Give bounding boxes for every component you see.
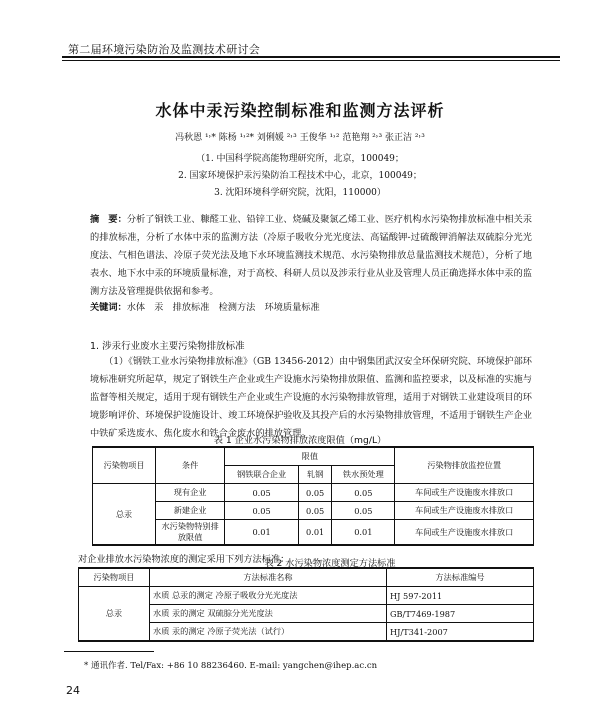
table-2 xyxy=(78,567,534,642)
affiliation-2: 2. 国家环境保护汞污染防治工程技术中心，北京，100049； xyxy=(178,171,422,181)
t2-method-code: GB/T7469-1987 xyxy=(387,605,534,623)
table-row xyxy=(93,484,534,502)
t1-value: 0.05 xyxy=(332,502,395,520)
abstract xyxy=(90,211,532,301)
page-number: 24 xyxy=(66,684,80,697)
t2-header-name: 方法标准名称 xyxy=(150,568,387,587)
affiliation-3: 3. 沈阳环境科学研究院，沈阳，110000） xyxy=(214,188,386,198)
t2-method-name: 水质 总汞的测定 冷原子吸收分光光度法 xyxy=(150,587,387,605)
affiliation-1: （1. 中国科学院高能物理研究所，北京，100049； xyxy=(196,154,404,164)
body-paragraph: （1）《钢铁工业水污染物排放标准》（GB 13456-2012）由中钢集团武汉安全环保研究院、环境保护部环境标准研究所起草，规定了钢铁生产企业或生产设施水污染物排放限值、监测和监控要求，以及标准的实施与监督等相关规定，适用于现有钢铁生产企业或生产设施的水污染物排放管理，适用于对钢铁工业建设项目的环境影响评价、环境保护设施设计、竣工环境保护验收及其投产后的水污染物排放管理，不适用于钢铁生产企业中铁矿采选废水、焦化废水和铁合金废水的排放管理。 xyxy=(90,356,532,439)
abstract-text: 分析了铜铁工业、糠醛工业、铅锌工业、烧碱及聚氯乙烯工业、医疗机构水污染物排放标准中相关汞的排放标准，分析了水体中汞的监测方法（冷原子吸收分光光度法、高锰酸钾-过硫酸钾消解法双硫腙分光光度法、气相色谱法、冷原子荧光法及地下水环境监测技术规范、水污染物排放总量监测技术规范），分析了地表水、地下水中汞的环境质量标准，对于高校、科研人员以及涉汞行业从业及管理人员正确选择水体中汞的监测方法及管理提供依据和参考。 xyxy=(90,214,533,297)
t1-value: 0.05 xyxy=(332,484,395,502)
t1-value: 0.05 xyxy=(225,484,299,502)
t2-item: 总汞 xyxy=(79,587,150,642)
t1-value: 0.05 xyxy=(225,502,299,520)
t1-header-item: 污染物项目 xyxy=(93,447,156,484)
t1-value: 0.05 xyxy=(299,502,332,520)
t1-header-limit: 限值 xyxy=(225,447,395,466)
keywords-label: 关键词： xyxy=(90,302,127,313)
t1-location: 车间或生产设施废水排放口 xyxy=(395,520,534,546)
t1-cond: 现有企业 xyxy=(156,484,225,502)
t1-cond: 水污染物特别排放限值 xyxy=(156,520,225,546)
t2-method-name: 水质 汞的测定 双硫腙分光光度法 xyxy=(150,605,387,623)
abstract-label: 摘 要： xyxy=(90,214,127,225)
running-header: 第二届环境污染防治及监测技术研讨会 xyxy=(68,43,261,56)
t1-value: 0.01 xyxy=(332,520,395,546)
t1-header-condition: 条件 xyxy=(156,447,225,484)
author-list: 冯秋恩 ¹˒* 陈杨 ¹˒²* 刘俐媛 ²˒³ 王俊华 ¹˒² 范艳翔 ²˒³ 张正洁 ²˒³ xyxy=(175,133,425,143)
t1-value: 0.01 xyxy=(299,520,332,546)
table-row xyxy=(93,502,534,520)
t2-method-code: HJ/T341-2007 xyxy=(387,623,534,642)
keywords xyxy=(90,299,320,313)
t1-header-sub: 铁水预处理 xyxy=(332,466,395,484)
table1-caption: 表 1 企业水污染物排放浓度限值（mg/L） xyxy=(213,435,387,446)
table2-caption: 表 2 水污染物浓度测定方法标准 xyxy=(264,558,396,569)
t1-header-sub: 轧钢 xyxy=(299,466,332,484)
paper-title: 水体中汞污染控制标准和监测方法评析 xyxy=(155,101,445,120)
t1-header-sub: 钢铁联合企业 xyxy=(225,466,299,484)
footnote-rule xyxy=(64,651,154,652)
t2-method-code: HJ 597-2011 xyxy=(387,587,534,605)
keywords-text: 水体 汞 排放标准 检测方法 环境质量标准 xyxy=(126,302,320,313)
header-rule xyxy=(62,56,560,58)
t1-value: 0.05 xyxy=(299,484,332,502)
t1-cond: 新建企业 xyxy=(156,502,225,520)
footnote: * 通讯作者. Tel/Fax: +86 10 88236460. E-mail: yangchen@ihep.ac.cn xyxy=(84,661,378,671)
t1-value: 0.01 xyxy=(225,520,299,546)
methods-note: 对企业排放水污染物浓度的测定采用下列方法标准： xyxy=(78,554,290,565)
t2-header-code: 方法标准编号 xyxy=(387,568,534,587)
t2-header-item: 污染物项目 xyxy=(79,568,150,587)
t1-header-location: 污染物排放监控位置 xyxy=(395,447,534,484)
table-row xyxy=(79,587,534,605)
t1-item: 总汞 xyxy=(93,484,156,546)
table-row xyxy=(93,520,534,546)
t2-method-name: 水质 汞的测定 冷原子荧光法（试行） xyxy=(150,623,387,642)
section-heading: 1. 涉汞行业废水主要污染物排放标准 xyxy=(90,341,245,352)
t1-location: 车间或生产设施废水排放口 xyxy=(395,484,534,502)
table-1 xyxy=(92,446,534,546)
t1-location: 车间或生产设施废水排放口 xyxy=(395,502,534,520)
header-rule-thin xyxy=(62,60,560,61)
